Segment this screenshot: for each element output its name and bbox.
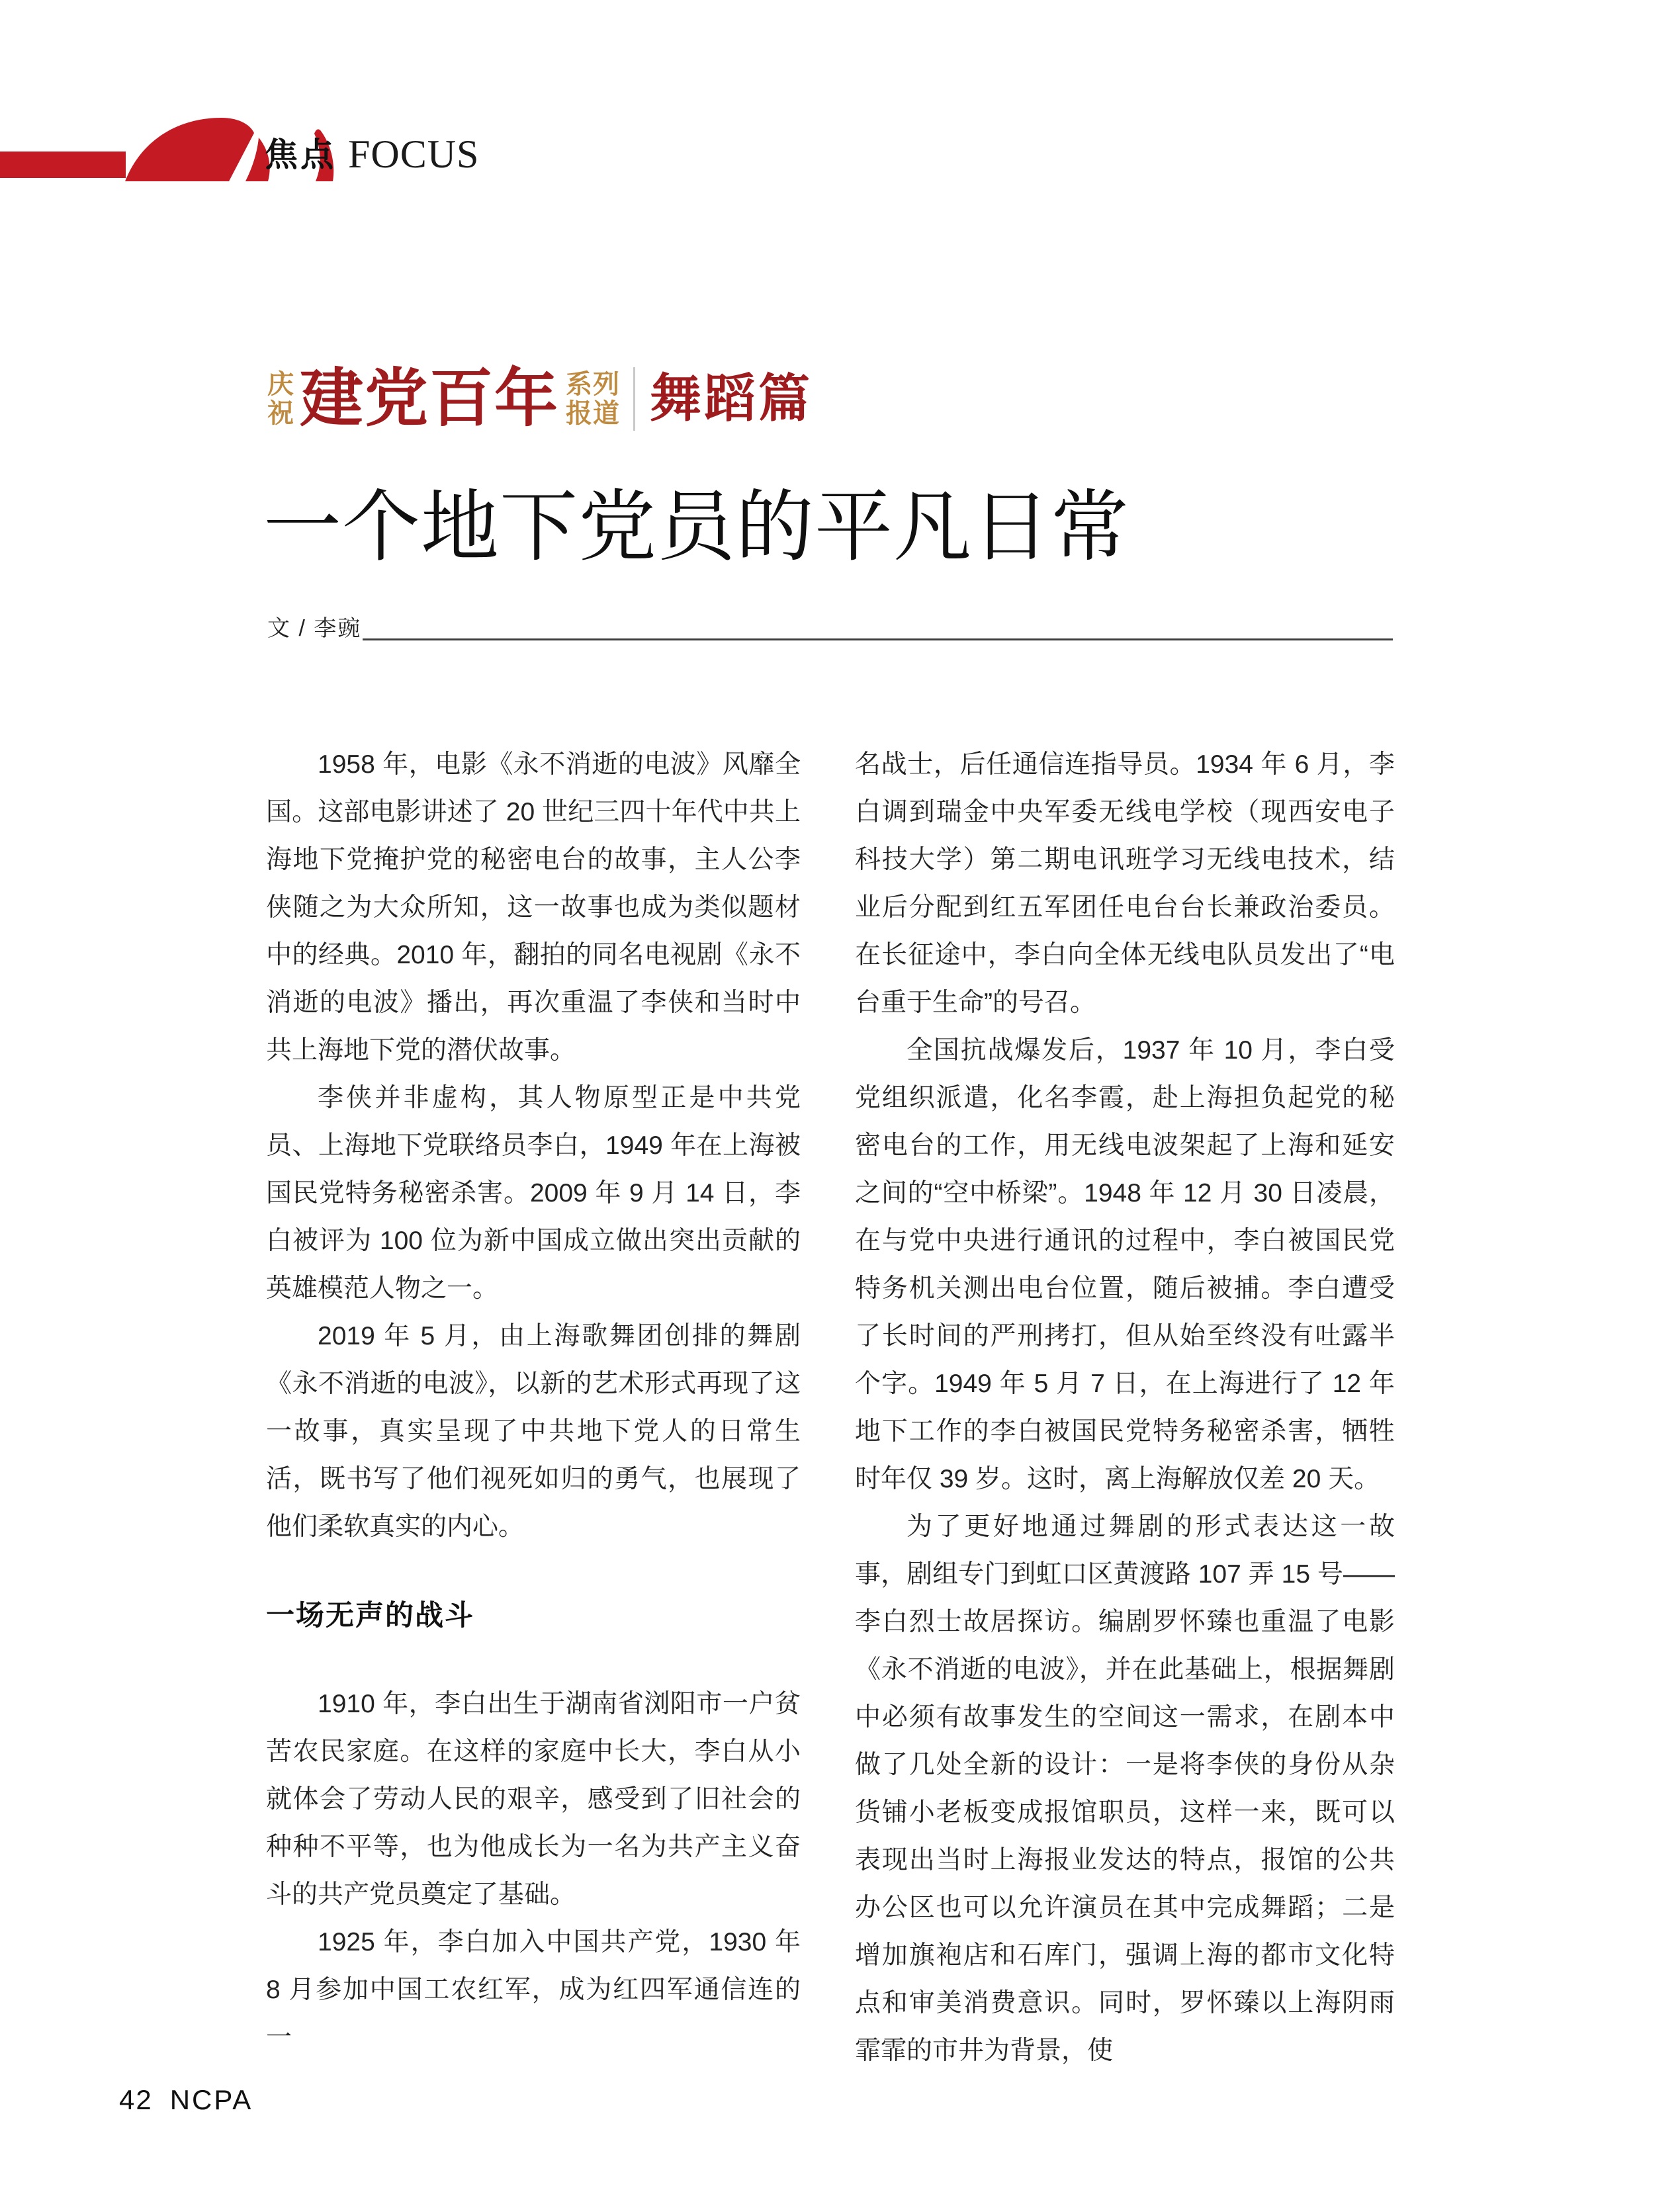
body-paragraph: 1958 年，电影《永不消逝的电波》风靡全国。这部电影讲述了 20 世纪三四十年代中共上海地下党掩护党的秘密电台的故事，主人公李侠随之为大众所知，这一故事也成为类似题材中的经典。2010 年，翻拍的同名电视剧《永不消逝的电波》播出，再次重温了李侠和当时中共上海地下党的潜伏故事。 [266,750,801,1065]
badge-celebrate-top: 庆 [267,369,294,399]
byline-rule [363,638,1393,640]
section-label-en: FOCUS [348,132,480,176]
badge-divider [633,367,635,431]
body-paragraph: 为了更好地通过舞剧的形式表达这一故事，剧组专门到虹口区黄渡路 107 弄 15 号——李白烈士故居探访。编剧罗怀臻也重温了电影《永不消逝的电波》，并在此基础上，根据舞剧中必须有故事发生的空间这一需求，在剧本中做了几处全新的设计：一是将李侠的身份从杂货铺小老板变成报馆职员，这样一来，既可以表现出当时上海报业发达的特点，报馆的公共办公区也可以允许演员在其中完成舞蹈；二是增加旗袍店和石库门，强调上海的都市文化特点和审美消费意识。同时，罗怀臻以上海阴雨霏霏的市井为背景，使 [855,1512,1395,2065]
page-footer [119,2083,253,2117]
section-label-cn: 焦点 [265,136,336,173]
page-number: 42 [119,2084,153,2115]
series-badge [267,363,813,435]
masthead-red-bar [0,152,126,178]
body-paragraph: 2019 年 5 月，由上海歌舞团创排的舞剧《永不消逝的电波》，以新的艺术形式再现了这一故事，真实呈现了中共地下党人的日常生活，既书写了他们视死如归的勇气，也展现了他们柔软真实的内心。 [266,1322,801,1541]
article-title: 一个地下党员的平凡日常 [263,484,1130,572]
badge-series-top: 系列 [566,369,620,399]
body-paragraph: 李侠并非虚构，其人物原型正是中共党员、上海地下党联络员李白，1949 年在上海被国民党特务秘密杀害。2009 年 9 月 14 日，李白被评为 100 位为新中国成立做出突出贡献的英雄模范人物之一。 [266,1084,801,1303]
badge-main: 建党百年 [300,363,559,434]
badge-series-bottom: 报道 [566,398,620,428]
body-paragraph: 1910 年，李白出生于湖南省浏阳市一户贫苦农民家庭。在这样的家庭中长大，李白从小就体会了劳动人民的艰辛，感受到了旧社会的种种不平等，也为他成长为一名为共产主义奋斗的共产党员奠定了基础。 [266,1690,801,1909]
badge-category: 舞蹈篇 [650,370,813,427]
body-paragraph: 名战士，后任通信连指导员。1934 年 6 月，李白调到瑞金中央军委无线电学校（现西安电子科技大学）第二期电讯班学习无线电技术，结业后分配到红五军团任电台台长兼政治委员。在长征途中，李白向全体无线电队员发出了“电台重于生命”的号召。 [855,750,1395,1017]
body-paragraph: 全国抗战爆发后，1937 年 10 月，李白受党组织派遣，化名李霞，赴上海担负起党的秘密电台的工作，用无线电波架起了上海和延安之间的“空中桥梁”。1948 年 12 月 30 日凌晨，在与党中央进行通讯的过程中，李白被国民党特务机关测出电台位置，随后被捕。李白遭受了长时间的严刑拷打，但从始至终没有吐露半个字。1949 年 5 月 7 日，在上海进行了 12 年地下工作的李白被国民党特务秘密杀害，牺牲时年仅 39 岁。这时，离上海解放仅差 20 天。 [855,1036,1395,1493]
body-paragraph: 1925 年，李白加入中国共产党，1930 年 8 月参加中国工农红军，成为红四军通信连的一 [266,1928,801,2052]
badge-series [566,370,620,428]
left-column [266,741,801,2062]
brand: NCPA [169,2084,253,2115]
badge-celebrate-bottom: 祝 [267,398,294,428]
byline: 文 / 李豌 [267,616,362,641]
badge-celebrate [267,370,294,428]
right-column [855,741,1395,2075]
section-heading: 一场无声的战斗 [266,1600,474,1632]
